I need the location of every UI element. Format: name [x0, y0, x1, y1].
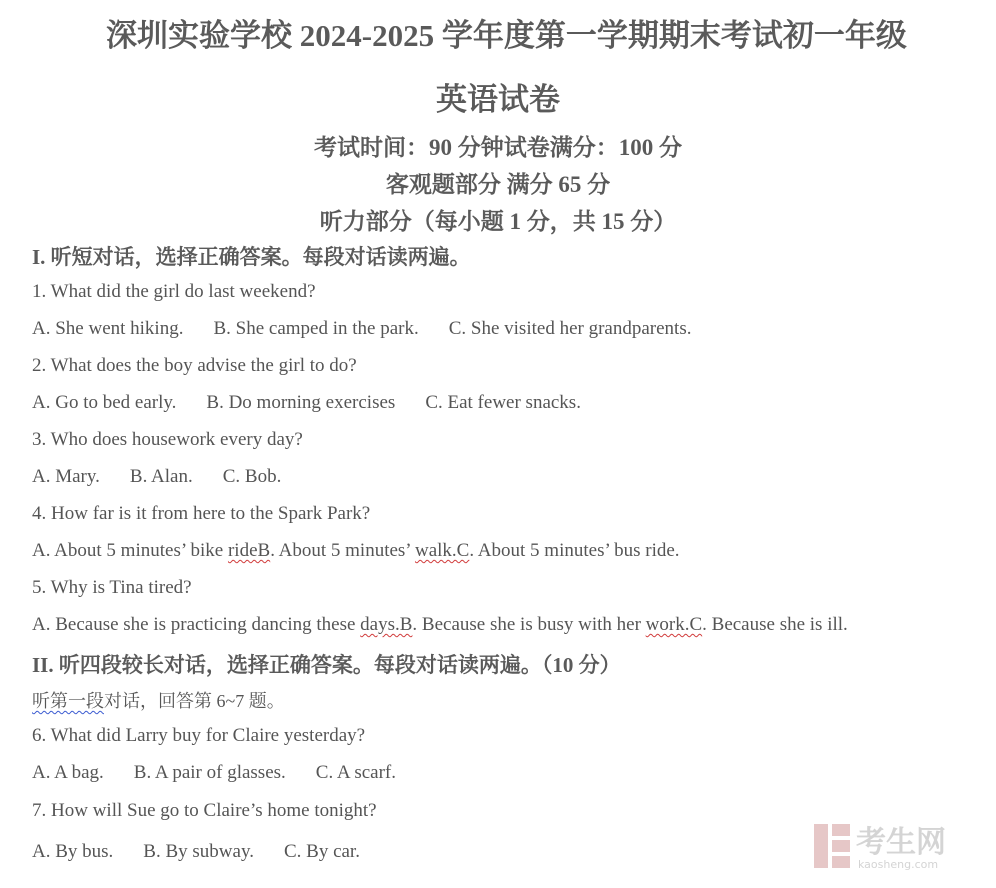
- option-b: . About 5 minutes’: [270, 540, 415, 561]
- option-a: A. About 5 minutes’ bike: [32, 540, 228, 561]
- objective-section-label: 客观题部分 满分 65 分: [385, 172, 611, 197]
- question-7: 7. How will Sue go to Claire’s home tonight?: [32, 800, 377, 821]
- spellcheck-word: days.B: [360, 614, 413, 635]
- option-c: . About 5 minutes’ bus ride.: [469, 540, 680, 561]
- option-c: C. A scarf.: [315, 762, 396, 783]
- question-5-options: [32, 614, 848, 636]
- question-4-options: [32, 540, 680, 562]
- option-a: A. By bus.: [32, 841, 114, 862]
- grammar-mark: 听第一段: [32, 691, 104, 711]
- option-c: C. She visited her grandparents.: [448, 318, 692, 339]
- option-b: . Because she is busy with her: [412, 614, 646, 635]
- question-2-options: [32, 392, 581, 414]
- spellcheck-word: walk.C: [414, 540, 470, 561]
- watermark-text: 考生网: [856, 825, 946, 860]
- option-a: A. Go to bed early.: [32, 392, 177, 413]
- question-1-options: [32, 318, 691, 340]
- option-c: . Because she is ill.: [702, 614, 848, 635]
- listening-section-label: 听力部分（每小题 1 分，共 15 分）: [319, 209, 677, 234]
- option-c: C. Eat fewer snacks.: [425, 392, 581, 413]
- kaosheng-watermark-logo: [814, 820, 974, 872]
- option-a: A. Mary.: [32, 466, 100, 487]
- option-b: B. Do morning exercises: [206, 392, 396, 413]
- question-1: 1. What did the girl do last weekend?: [32, 281, 316, 302]
- exam-title: 深圳实验学校 2024-2025 学年度第一学期期末考试初一年级: [106, 18, 907, 53]
- option-b: B. She camped in the park.: [213, 318, 419, 339]
- question-6: 6. What did Larry buy for Claire yesterday?: [32, 725, 366, 746]
- question-3-options: [32, 466, 281, 488]
- watermark-url: kaosheng.com: [858, 858, 939, 871]
- logo-mark-icon: [814, 824, 850, 868]
- question-5: 5. Why is Tina tired?: [32, 577, 192, 598]
- option-b: B. A pair of glasses.: [133, 762, 286, 783]
- question-3: 3. Who does housework every day?: [32, 429, 303, 450]
- option-c: C. By car.: [283, 841, 360, 862]
- question-4: 4. How far is it from here to the Spark Park?: [32, 503, 371, 524]
- exam-info: 考试时间：90 分钟试卷满分：100 分: [314, 135, 682, 160]
- question-6-options: [32, 762, 396, 784]
- question-7-options: [32, 841, 360, 863]
- option-a: A. A bag.: [32, 762, 104, 783]
- question-2: 2. What does the boy advise the girl to do?: [32, 355, 357, 376]
- spellcheck-word: rideB: [227, 540, 271, 561]
- option-a: A. She went hiking.: [32, 318, 184, 339]
- option-a: A. Because she is practicing dancing these: [32, 614, 361, 635]
- option-b: B. By subway.: [143, 841, 254, 862]
- paper-subtitle: 英语试卷: [436, 82, 560, 117]
- section-1-heading: I. 听短对话，选择正确答案。每段对话读两遍。: [32, 245, 471, 269]
- section-2-heading: II. 听四段较长对话，选择正确答案。每段对话读两遍。（10 分）: [32, 653, 621, 677]
- option-c: C. Bob.: [222, 466, 282, 487]
- spellcheck-word: work.C: [645, 614, 703, 635]
- option-b: B. Alan.: [129, 466, 193, 487]
- dialogue-1-intro: 听第一段对话，回答第 6~7 题。: [32, 691, 285, 711]
